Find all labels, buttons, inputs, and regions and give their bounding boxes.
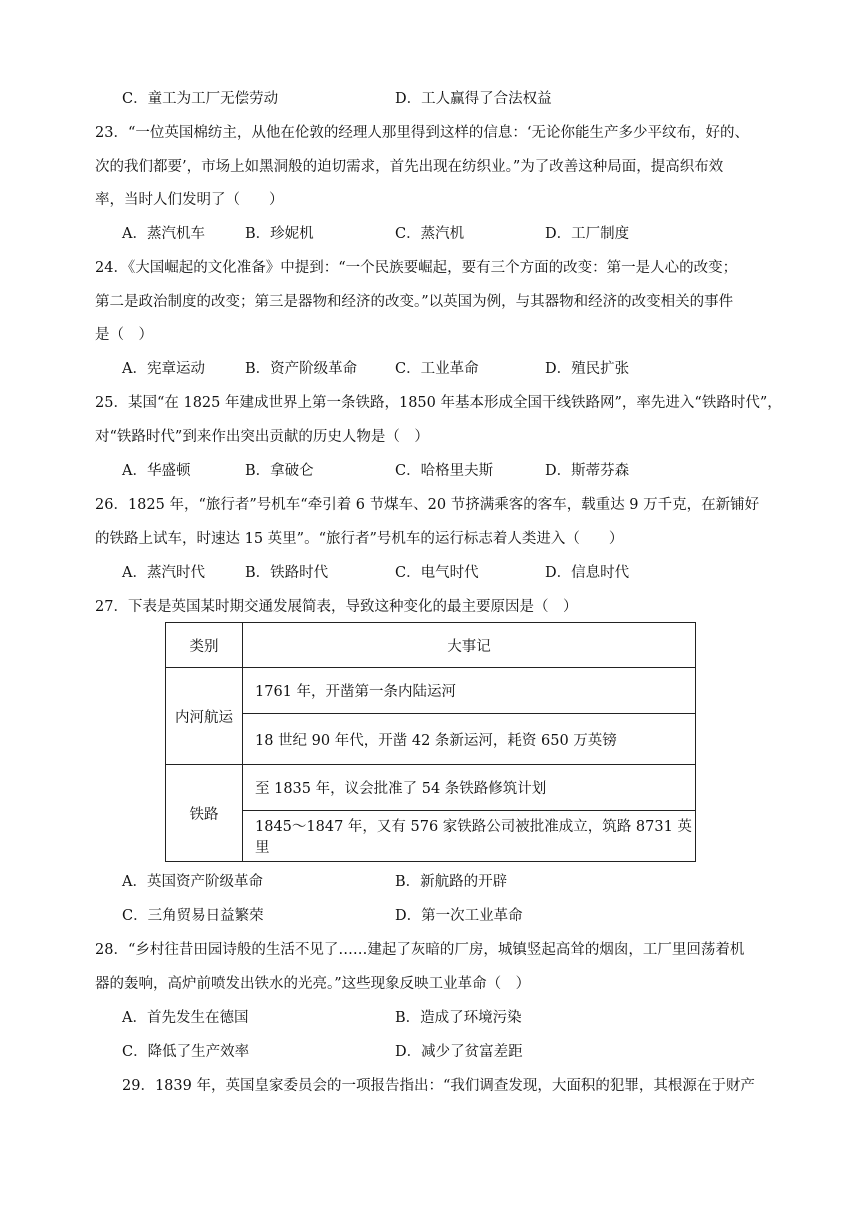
q23-option-b[interactable]: B．珍妮机 [245, 226, 314, 242]
table-row [166, 668, 696, 714]
q22-option-d[interactable]: D．工人赢得了合法权益 [395, 91, 552, 107]
table-cell-event: 1845～1847 年，又有 576 家铁路公司被批准成立，筑路 8731 英里 [243, 811, 696, 862]
table-cell-event: 至 1835 年，议会批准了 54 条铁路修筑计划 [243, 765, 696, 811]
q23-stem-line-2: 次的我们都要’，市场上如黑洞般的迫切需求，首先出现在纺织业。”为了改善这种局面，提高织布效 [95, 159, 724, 175]
q26-option-d[interactable]: D．信息时代 [545, 565, 630, 581]
q25-option-d[interactable]: D．斯蒂芬森 [545, 463, 630, 479]
table-row [166, 811, 696, 862]
q28-option-a[interactable]: A．首先发生在德国 [122, 1010, 249, 1026]
q24-option-a[interactable]: A．宪章运动 [122, 361, 205, 377]
table-row [166, 765, 696, 811]
table-cell-event: 18 世纪 90 年代，开凿 42 条新运河，耗资 650 万英镑 [243, 714, 696, 765]
table-cell-event: 1761 年，开凿第一条内陆运河 [243, 668, 696, 714]
q22-option-c[interactable]: C．童工为工厂无偿劳动 [122, 91, 279, 107]
q27-option-c[interactable]: C．三角贸易日益繁荣 [122, 908, 264, 924]
q28-stem-line-1: 28．“乡村往昔田园诗般的生活不见了……建起了灰暗的厂房，城镇竖起高耸的烟囱，工厂里回荡着机 [95, 942, 745, 958]
table-header-category: 类别 [166, 623, 243, 668]
q28-option-d[interactable]: D．减少了贫富差距 [395, 1044, 523, 1060]
q28-option-c[interactable]: C．降低了生产效率 [122, 1044, 250, 1060]
q23-option-c[interactable]: C．蒸汽机 [395, 226, 465, 242]
q23-stem-line-3: 率，当时人们发明了（ ） [95, 192, 284, 208]
q24-stem-line-2: 第二是政治制度的改变；第三是器物和经济的改变。”以英国为例，与其器物和经济的改变相关的事件 [95, 294, 734, 310]
q27-stem-line-1: 27．下表是英国某时期交通发展简表，导致这种变化的最主要原因是（ ） [95, 599, 578, 615]
q28-stem-line-2: 器的轰响，高炉前喷发出铁水的光亮。”这些现象反映工业革命（ ） [95, 976, 531, 992]
q26-stem-line-2: 的铁路上试车，时速达 15 英里”。“旅行者”号机车的运行标志着人类进入（ ） [95, 531, 624, 547]
q29-stem-line-1: 29．1839 年，英国皇家委员会的一项报告指出：“我们调查发现，大面积的犯罪，其根源在于财产 [122, 1078, 755, 1094]
q24-stem-line-1: 24．《大国崛起的文化准备》中提到：“一个民族要崛起，要有三个方面的改变：第一是人心的改变； [95, 260, 738, 276]
q28-option-b[interactable]: B．造成了环境污染 [395, 1010, 522, 1026]
q27-option-d[interactable]: D．第一次工业革命 [395, 908, 523, 924]
q23-stem-line-1: 23．“一位英国棉纺主，从他在伦敦的经理人那里得到这样的信息：‘无论你能生产多少平纹布，好的、 [95, 125, 749, 141]
q24-stem-line-3: 是（ ） [95, 327, 153, 343]
q23-option-a[interactable]: A．蒸汽机车 [122, 226, 205, 242]
table-category-railway: 铁路 [166, 765, 243, 862]
q25-option-c[interactable]: C．哈格里夫斯 [395, 463, 494, 479]
q25-option-a[interactable]: A．华盛顿 [122, 463, 191, 479]
q23-option-d[interactable]: D．工厂制度 [545, 226, 630, 242]
q27-option-a[interactable]: A．英国资产阶级革命 [122, 874, 263, 890]
q27-option-b[interactable]: B．新航路的开辟 [395, 874, 508, 890]
q24-option-b[interactable]: B．资产阶级革命 [245, 361, 358, 377]
traffic-development-table [165, 622, 696, 862]
q24-option-c[interactable]: C．工业革命 [395, 361, 479, 377]
table-category-canal: 内河航运 [166, 668, 243, 765]
q26-stem-line-1: 26．1825 年，“旅行者”号机车“牵引着 6 节煤车、20 节挤满乘客的客车，载重达 9 万千克，在新铺好 [95, 497, 760, 513]
table-row [166, 714, 696, 765]
table-header-row [166, 623, 696, 668]
q25-stem-line-1: 25．某国“在 1825 年建成世界上第一条铁路，1850 年基本形成全国干线铁路网”，率先进入“铁路时代”， [95, 395, 782, 411]
q24-option-d[interactable]: D．殖民扩张 [545, 361, 630, 377]
q25-option-b[interactable]: B．拿破仑 [245, 463, 314, 479]
table-header-events: 大事记 [243, 623, 696, 668]
q26-option-a[interactable]: A．蒸汽时代 [122, 565, 205, 581]
q25-stem-line-2: 对“铁路时代”到来作出突出贡献的历史人物是（ ） [95, 429, 429, 445]
q26-option-c[interactable]: C．电气时代 [395, 565, 479, 581]
q26-option-b[interactable]: B．铁路时代 [245, 565, 329, 581]
